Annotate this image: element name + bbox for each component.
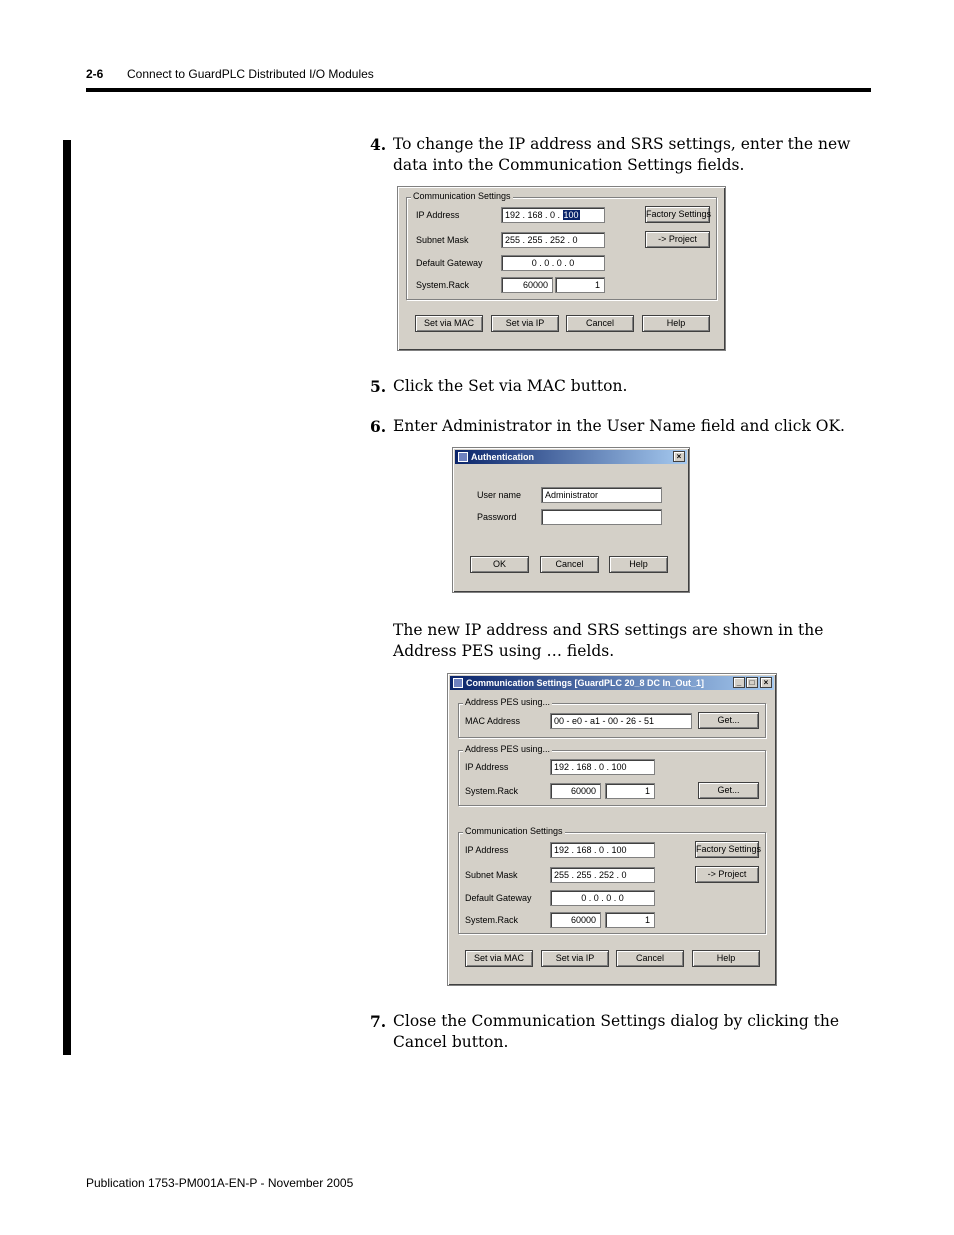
mac-address-label: MAC Address	[465, 716, 521, 726]
communication-settings-dialog	[447, 673, 777, 986]
help-button[interactable]: Help	[609, 556, 668, 573]
ip-address-label: IP Address	[416, 210, 460, 220]
factory-settings-button[interactable]: Factory Settings	[645, 206, 710, 223]
get-ip-button[interactable]: Get...	[698, 782, 759, 799]
title-bar	[450, 676, 774, 690]
mac-address-field[interactable]: 00 - e0 - a1 - 00 - 26 - 51	[550, 713, 692, 729]
set-via-ip-button[interactable]: Set via IP	[541, 950, 609, 967]
system-rack-label: System.Rack	[416, 280, 470, 290]
step-text: Click the Set via MAC button.	[393, 377, 628, 395]
step-4	[370, 134, 870, 178]
address-pes-mac-group	[458, 697, 766, 738]
running-header-title: Connect to GuardPLC Distributed I/O Modules	[127, 67, 374, 81]
group-title: Communication Settings	[465, 826, 563, 836]
user-name-field[interactable]: Administrator	[541, 487, 662, 503]
system-rack-label: System.Rack	[465, 786, 519, 796]
ip-address-value: 192 . 168 . 0 .	[505, 210, 563, 220]
system-id-field[interactable]: 60000	[550, 912, 601, 928]
close-icon[interactable]: ×	[673, 451, 685, 462]
ip-address-label: IP Address	[465, 845, 509, 855]
cancel-button[interactable]: Cancel	[540, 556, 599, 573]
communication-settings-group	[458, 826, 766, 934]
cancel-button[interactable]: Cancel	[616, 950, 684, 967]
address-pes-ip-group	[458, 744, 766, 806]
user-name-label: User name	[477, 490, 522, 500]
communication-settings-group	[406, 191, 717, 300]
app-icon	[458, 452, 468, 462]
title-bar	[455, 450, 687, 464]
app-icon	[453, 678, 463, 688]
step-5	[370, 376, 870, 398]
set-via-ip-button[interactable]: Set via IP	[491, 315, 559, 332]
password-label: Password	[477, 512, 517, 522]
system-id-field[interactable]: 60000	[550, 783, 601, 799]
to-project-button[interactable]: -> Project	[645, 231, 710, 248]
change-bar	[63, 140, 71, 1055]
ip-address-label: IP Address	[465, 762, 509, 772]
step-text: Enter Administrator in the User Name field and click OK.	[393, 417, 845, 435]
subnet-mask-label: Subnet Mask	[465, 870, 518, 880]
subnet-mask-field[interactable]: 255 . 255 . 252 . 0	[501, 232, 605, 248]
minimize-icon[interactable]: _	[733, 677, 745, 688]
to-project-button[interactable]: -> Project	[695, 866, 759, 883]
group-title: Communication Settings	[413, 191, 511, 201]
default-gateway-label: Default Gateway	[416, 258, 483, 268]
factory-settings-button[interactable]: Factory Settings	[695, 841, 759, 858]
subnet-mask-label: Subnet Mask	[416, 235, 469, 245]
step-number: 4.	[370, 135, 387, 154]
ip-address-field[interactable]	[501, 207, 605, 223]
subnet-mask-field[interactable]: 255 . 255 . 252 . 0	[550, 867, 655, 883]
rack-id-field[interactable]: 1	[605, 783, 655, 799]
get-mac-button[interactable]: Get...	[698, 712, 759, 729]
default-gateway-field[interactable]: 0 . 0 . 0 . 0	[550, 890, 655, 906]
step-number: 7.	[370, 1012, 387, 1031]
cancel-button[interactable]: Cancel	[566, 315, 634, 332]
step-text: Close the Communication Settings dialog by clicking the Cancel button.	[393, 1012, 840, 1051]
authentication-dialog	[452, 447, 690, 593]
set-via-mac-button[interactable]: Set via MAC	[465, 950, 533, 967]
ip-address-field[interactable]: 192 . 168 . 0 . 100	[550, 842, 655, 858]
rack-id-field[interactable]: 1	[555, 277, 605, 293]
communication-settings-panel	[397, 186, 726, 351]
result-note: The new IP address and SRS settings are shown in the Address PES using … fields.	[393, 621, 824, 660]
step-7	[370, 1011, 870, 1055]
default-gateway-label: Default Gateway	[465, 893, 532, 903]
password-field[interactable]	[541, 509, 662, 525]
page-number: 2-6	[86, 67, 104, 81]
header-rule	[86, 88, 871, 92]
dialog-title: Authentication	[471, 452, 534, 462]
group-title: Address PES using...	[465, 744, 551, 754]
help-button[interactable]: Help	[642, 315, 710, 332]
default-gateway-field[interactable]: 0 . 0 . 0 . 0	[501, 255, 605, 271]
system-id-field[interactable]: 60000	[501, 277, 553, 293]
group-title: Address PES using...	[465, 697, 551, 707]
step-number: 5.	[370, 377, 387, 396]
step-number: 6.	[370, 417, 387, 436]
system-rack-label: System.Rack	[465, 915, 519, 925]
publication-footer: Publication 1753-PM001A-EN-P - November 2005	[86, 1176, 354, 1190]
ok-button[interactable]: OK	[470, 556, 529, 573]
maximize-icon[interactable]: □	[746, 677, 758, 688]
set-via-mac-button[interactable]: Set via MAC	[415, 315, 483, 332]
step-text: To change the IP address and SRS settings, enter the new data into the Communication Settings fields.	[393, 135, 851, 174]
step-6	[370, 416, 870, 438]
ip-address-selected-octet: 100	[563, 210, 579, 220]
close-icon[interactable]: ×	[760, 677, 772, 688]
ip-address-field[interactable]: 192 . 168 . 0 . 100	[550, 759, 655, 775]
help-button[interactable]: Help	[692, 950, 760, 967]
rack-id-field[interactable]: 1	[605, 912, 655, 928]
dialog-title: Communication Settings [GuardPLC 20_8 DC In_Out_1]	[466, 678, 705, 688]
